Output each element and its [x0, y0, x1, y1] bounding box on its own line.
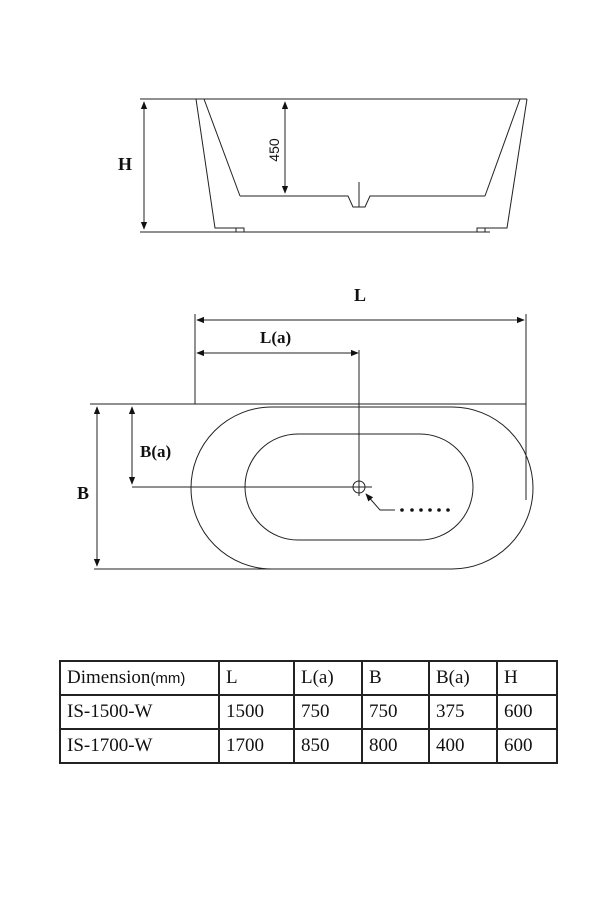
value-cell: 1700 — [219, 729, 294, 763]
height-label: H — [118, 154, 133, 174]
tub-bottom — [240, 196, 485, 207]
dimension-table — [59, 660, 558, 764]
side-view — [140, 99, 527, 232]
model-cell: IS-1700-W — [60, 729, 219, 763]
depth-label: 450 — [266, 138, 282, 162]
value-cell: 600 — [497, 729, 557, 763]
inner-wall-right — [485, 99, 520, 196]
value-cell: 400 — [429, 729, 497, 763]
header-col-l: L — [219, 661, 294, 695]
model-cell: IS-1500-W — [60, 695, 219, 729]
drain-width-label: B(a) — [140, 442, 172, 461]
header-unit: (mm) — [150, 670, 186, 687]
value-cell: 800 — [362, 729, 429, 763]
value-cell: 850 — [294, 729, 362, 763]
table-row — [60, 729, 557, 763]
header-col-h: H — [497, 661, 557, 695]
drain-dots — [400, 508, 450, 512]
outer-wall-right — [484, 99, 527, 228]
outer-rim — [191, 407, 533, 569]
header-col-b: B — [362, 661, 429, 695]
value-cell: 375 — [429, 695, 497, 729]
length-label: L — [354, 285, 367, 305]
value-cell: 1500 — [219, 695, 294, 729]
table-row — [60, 695, 557, 729]
header-dimension: Dimension — [67, 667, 151, 688]
table-header-row — [60, 661, 557, 695]
foot-left — [236, 228, 244, 232]
header-dimension-cell — [60, 661, 219, 695]
outer-wall-left — [196, 99, 240, 228]
value-cell: 750 — [362, 695, 429, 729]
width-label: B — [77, 483, 90, 503]
drain-length-label: L(a) — [260, 328, 292, 347]
value-cell: 600 — [497, 695, 557, 729]
header-col-ba: B(a) — [429, 661, 497, 695]
inner-wall-left — [204, 99, 240, 196]
drain-leader — [366, 494, 395, 510]
value-cell: 750 — [294, 695, 362, 729]
header-col-la: L(a) — [294, 661, 362, 695]
foot-right — [477, 228, 485, 232]
